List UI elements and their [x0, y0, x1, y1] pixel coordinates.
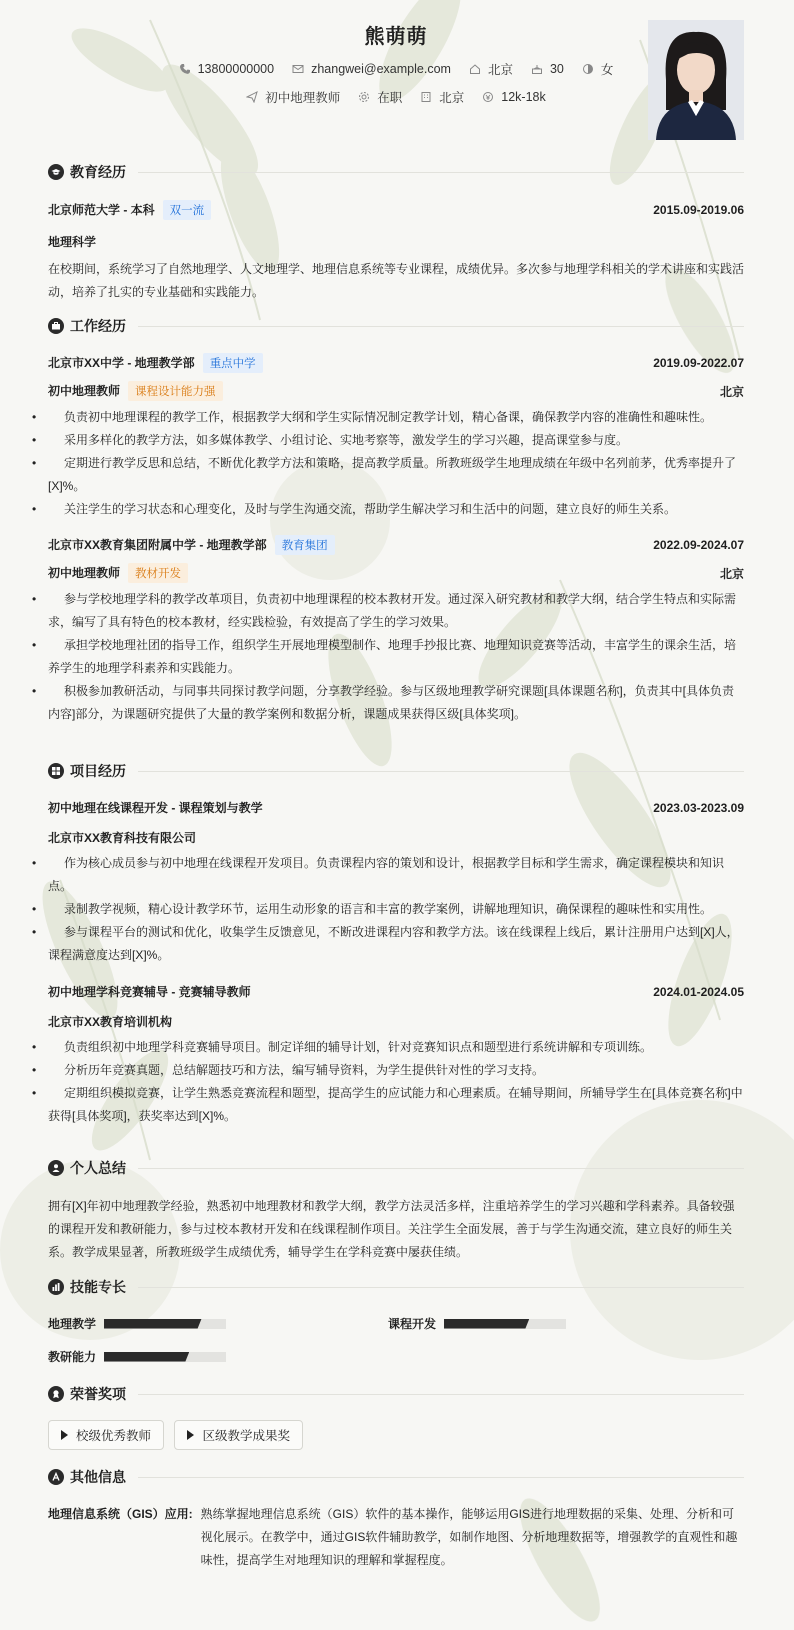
- school-name: 北京师范大学 - 本科: [48, 203, 155, 217]
- honors-header: [48, 1384, 744, 1404]
- role-line: [48, 563, 188, 583]
- list-item: • 负责组织初中地理学科竞赛辅导项目。制定详细的辅导计划，针对竞赛知识点和题型进行系统讲解和专项训练。: [48, 1036, 744, 1059]
- project-date: 2023.03-2023.09: [653, 800, 744, 815]
- honor-chip: [48, 1420, 164, 1450]
- skill-bar-fill: [104, 1352, 189, 1362]
- skill-bar-fill: [104, 1319, 202, 1329]
- education-description: 在校期间，系统学习了自然地理学、人文地理学、地理信息系统等专业课程，成绩优异。多次参与地理学科相关的学术讲座和实践活动，培养了扎实的专业基础和实践能力。: [48, 262, 745, 299]
- work-company-row: [48, 535, 744, 555]
- skill-bar: [104, 1352, 226, 1362]
- section-divider: [138, 1287, 744, 1288]
- target-city-text: 北京: [439, 91, 465, 105]
- company-name: 北京市XX教育集团附属中学 - 地理教学部: [48, 538, 267, 552]
- salary-text: 12k-18k: [501, 90, 546, 104]
- company-line: [48, 535, 335, 555]
- phone-icon: [179, 63, 191, 75]
- summary-title: 个人总结: [70, 1160, 126, 1176]
- send-icon: [246, 91, 258, 103]
- list-item: • 负责初中地理课程的教学工作，根据教学大纲和学生实际情况制定教学计划，精心备课，确保教学内容的准确性和趣味性。: [48, 406, 744, 429]
- skill-name: 地理教学: [48, 1317, 97, 1331]
- job-row: [48, 88, 744, 106]
- role-tag: 教材开发: [128, 563, 188, 583]
- skill-bar: [104, 1319, 226, 1329]
- project-name: 初中地理学科竞赛辅导 - 竞赛辅导教师: [48, 985, 251, 999]
- role-name: 初中地理教师: [48, 566, 121, 580]
- skills-title: 技能专长: [70, 1279, 126, 1295]
- honors-title: 荣誉奖项: [70, 1386, 126, 1402]
- summary-text: 拥有[X]年初中地理教学经验，熟悉初中地理教材和教学大纲，教学方法灵活多样，注重培养学生的学习兴趣和学科素养。具备较强的课程开发和教研能力，参与过校本教材开发和在线课程制作项目。关注学生全面发展，善于与学生沟通交流，建立良好的师生关系。教学成果显著，所教班级学生成绩优秀，辅导学生在学科竞赛中屡获佳绩。: [48, 1199, 735, 1259]
- gender-icon: [582, 63, 594, 75]
- section-divider: [138, 1394, 744, 1395]
- project-bullets: [48, 852, 744, 967]
- home-icon: [469, 63, 481, 75]
- other-item: [48, 1503, 744, 1572]
- project-org: 北京市XX教育培训机构: [48, 1015, 173, 1029]
- company-tag: 重点中学: [203, 353, 263, 373]
- location-text: 北京: [487, 63, 513, 77]
- school-tag: 双一流: [163, 200, 212, 220]
- building-icon: [420, 91, 432, 103]
- skill-bar-fill: [444, 1319, 529, 1329]
- section-divider: [138, 1168, 744, 1169]
- briefcase-icon: [48, 318, 64, 334]
- gender-text: 女: [600, 63, 614, 77]
- phone-text: 13800000000: [197, 62, 275, 76]
- cake-icon: [531, 63, 543, 75]
- other-label: 地理信息系统（GIS）应用:: [48, 1507, 193, 1521]
- work-date: 2019.09-2022.07: [653, 356, 744, 370]
- work-section: [48, 316, 744, 726]
- target-city-item: [420, 88, 464, 106]
- list-item: • 分析历年竞赛真题，总结解题技巧和方法，编写辅导资料，为学生提供针对性的学习支持。: [48, 1059, 744, 1082]
- education-row: [48, 200, 744, 220]
- projects-section: [48, 761, 744, 1128]
- education-title: 教育经历: [70, 164, 126, 180]
- other-section: [48, 1467, 744, 1572]
- award-icon: [48, 1386, 64, 1402]
- skill-name: 教研能力: [48, 1350, 97, 1364]
- projects-title: 项目经历: [70, 763, 126, 779]
- status-text: 在职: [377, 91, 403, 105]
- phone-item: [179, 62, 274, 76]
- section-divider: [138, 326, 744, 327]
- email-item: [292, 62, 451, 76]
- project-item: [48, 983, 744, 1128]
- salary-item: [482, 90, 545, 104]
- info-icon: [48, 1469, 64, 1485]
- mail-icon: [292, 63, 304, 75]
- list-item: • 积极参加教研活动，与同事共同探讨教学问题，分享教学经验。参与区级地理教学研究课题[具体课题名称]，负责其中[具体负责内容]部分，为课题研究提供了大量的教学案例和数据分析，课题成果获得区级[具体奖项]。: [48, 680, 744, 726]
- project-item: [48, 799, 744, 967]
- list-item: • 承担学校地理社团的指导工作，组织学生开展地理模型制作、地理手抄报比赛、地理知识竞赛等活动，丰富学生的课余生活，培养学生的地理学科素养和实践能力。: [48, 634, 744, 680]
- list-item: • 采用多样化的教学方法，如多媒体教学、小组讨论、实地考察等，激发学生的学习兴趣，提高课堂参与度。: [48, 429, 744, 452]
- school-line: [48, 200, 211, 220]
- company-name: 北京市XX中学 - 地理教学部: [48, 356, 195, 370]
- work-role-row: [48, 381, 744, 401]
- honor-list: [48, 1420, 744, 1450]
- work-header: [48, 316, 744, 336]
- skill-item: [48, 1315, 226, 1332]
- work-item: [48, 353, 744, 521]
- other-header: [48, 1467, 744, 1487]
- profile-photo: [648, 20, 744, 140]
- work-city: 北京: [719, 384, 744, 399]
- skill-name: 课程开发: [388, 1317, 437, 1331]
- play-icon: [187, 1430, 194, 1440]
- summary-section: [48, 1158, 744, 1264]
- bar-chart-icon: [48, 1279, 64, 1295]
- honor-chip: [174, 1420, 303, 1450]
- project-org: 北京市XX教育科技有限公司: [48, 831, 197, 845]
- project-row: [48, 983, 744, 1000]
- work-company-row: [48, 353, 744, 373]
- email-text: zhangwei@example.com: [311, 62, 451, 76]
- contact-row: [48, 60, 744, 78]
- project-date: 2024.01-2024.05: [653, 984, 744, 999]
- list-item: • 关注学生的学习状态和心理变化，及时与学生沟通交流，帮助学生解决学习和生活中的问题，建立良好的师生关系。: [48, 498, 744, 521]
- gender-item: [582, 60, 614, 78]
- work-item: [48, 535, 744, 726]
- company-line: [48, 353, 263, 373]
- skills-section: [48, 1277, 744, 1387]
- list-item: • 录制教学视频，精心设计教学环节，运用生动形象的语言和丰富的教学案例，讲解地理知识，确保课程的趣味性和实用性。: [48, 898, 744, 921]
- project-name: 初中地理在线课程开发 - 课程策划与教学: [48, 801, 263, 815]
- resume-header: [48, 0, 744, 156]
- major-name: 地理科学: [48, 235, 97, 249]
- work-date: 2022.09-2024.07: [653, 538, 744, 552]
- list-item: • 作为核心成员参与初中地理在线课程开发项目。负责课程内容的策划和设计，根据教学目标和学生需求，确定课程模块和知识点。: [48, 852, 744, 898]
- age-text: 30: [549, 62, 564, 76]
- summary-header: [48, 1158, 744, 1178]
- skills-header: [48, 1277, 744, 1297]
- project-row: [48, 799, 744, 816]
- work-bullets: [48, 406, 744, 521]
- location-item: [469, 60, 513, 78]
- status-item: [358, 88, 402, 106]
- projects-header: [48, 761, 744, 781]
- company-tag: 教育集团: [275, 535, 335, 555]
- role-line: [48, 381, 223, 401]
- position-text: 初中地理教师: [265, 91, 341, 105]
- education-header: [48, 162, 744, 182]
- honors-section: [48, 1384, 744, 1450]
- other-title: 其他信息: [70, 1469, 126, 1485]
- other-text: 熟练掌握地理信息系统（GIS）软件的基本操作，能够运用GIS进行地理数据的采集、处理、分析和可视化展示。在教学中，通过GIS软件辅助教学，如制作地图、分析地理数据等，增强教学的直观性和趣味性，提高学生对地理知识的理解和掌握程度。: [200, 1507, 738, 1567]
- graduation-cap-icon: [48, 164, 64, 180]
- candidate-name: 熊萌萌: [364, 26, 428, 48]
- play-icon: [61, 1430, 68, 1440]
- skill-bar: [444, 1319, 566, 1329]
- list-item: • 参与学校地理学科的教学改革项目，负责初中地理课程的校本教材开发。通过深入研究教材和教学大纲，结合学生特点和实际需求，编写了具有特色的校本教材，经实践检验，有效提高了学生的学习效果。: [48, 588, 744, 634]
- skill-item: [48, 1348, 226, 1365]
- honor-label: 校级优秀教师: [76, 1429, 152, 1443]
- work-bullets: [48, 588, 744, 726]
- work-role-row: [48, 563, 744, 583]
- position-item: [246, 88, 340, 106]
- portrait-image: [648, 20, 744, 140]
- education-date: 2015.09-2019.06: [653, 203, 744, 217]
- age-item: [531, 62, 564, 76]
- skill-item: [388, 1315, 566, 1332]
- work-title: 工作经历: [70, 318, 126, 334]
- role-name: 初中地理教师: [48, 384, 121, 398]
- role-tag: 课程设计能力强: [128, 381, 223, 401]
- list-item: • 定期进行教学反思和总结，不断优化教学方法和策略，提高教学质量。所教班级学生地理成绩在年级中名列前茅，优秀率提升了[X]%。: [48, 452, 744, 498]
- section-divider: [138, 1477, 744, 1478]
- list-item: • 参与课程平台的测试和优化，收集学生反馈意见，不断改进课程内容和教学方法。该在线课程上线后，累计注册用户达到[X]人，课程满意度达到[X]%。: [48, 921, 744, 967]
- user-icon: [48, 1160, 64, 1176]
- project-bullets: [48, 1036, 744, 1128]
- section-divider: [138, 172, 744, 173]
- education-section: [48, 162, 744, 304]
- section-divider: [138, 771, 744, 772]
- honor-label: 区级教学成果奖: [202, 1429, 290, 1443]
- gear-icon: [358, 91, 370, 103]
- list-item: • 定期组织模拟竞赛，让学生熟悉竞赛流程和题型，提高学生的应试能力和心理素质。在辅导期间，所辅导学生在[具体竞赛名称]中获得[具体奖项]，获奖率达到[X]%。: [48, 1082, 744, 1128]
- work-city: 北京: [719, 566, 744, 581]
- coin-icon: [482, 91, 494, 103]
- grid-icon: [48, 763, 64, 779]
